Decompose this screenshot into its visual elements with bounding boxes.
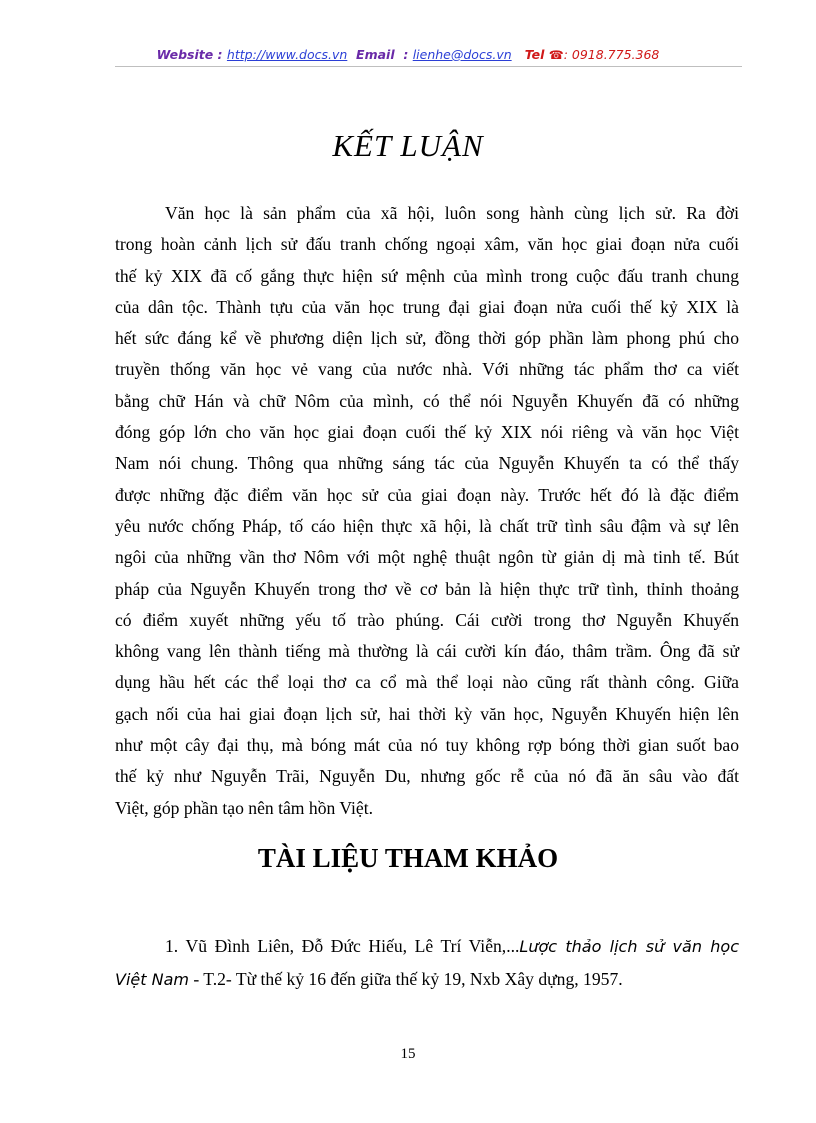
paragraph-line: dụng hầu hết các thể loại thơ ca cổ mà thể loại nào cũng rất thành công. Giữa xyxy=(115,672,739,693)
tel-number: : 0918.775.368 xyxy=(563,47,660,62)
paragraph-line: như một cây đại thụ, mà bóng mát của nó tuy không rợp bóng thời gian suốt bao xyxy=(115,735,739,756)
website-label: Website : xyxy=(156,47,223,62)
paragraph-line: Nam nói chung. Thông qua những sáng tác của Nguyễn Khuyến ta có thể thấy xyxy=(115,453,739,474)
phone-icon: ☎ xyxy=(548,48,564,62)
page-title: KẾT LUẬN xyxy=(332,128,484,163)
references-heading: TÀI LIỆU THAM KHẢO xyxy=(257,843,559,873)
reference-details: - T.2- Từ thế kỷ 16 đến giữa thế kỷ 19, Nxb Xây dựng, 1957. xyxy=(188,969,623,989)
paragraph-line: Văn học là sản phẩm của xã hội, luôn song hành cùng lịch sử. Ra đời xyxy=(165,203,739,223)
paragraph-line: thế kỷ như Nguyễn Trãi, Nguyễn Du, nhưng gốc rễ của nó đã ăn sâu vào đất xyxy=(115,766,739,787)
paragraph-line: của dân tộc. Thành tựu của văn học trung đại giai đoạn nửa cuối thế kỷ XIX là xyxy=(115,296,739,317)
tel-label: Tel xyxy=(524,47,545,62)
header-divider xyxy=(115,66,742,67)
reference-title-cont: Việt Nam xyxy=(115,970,189,989)
website-link[interactable]: http://www.docs.vn xyxy=(226,47,348,62)
reference-item xyxy=(115,930,739,996)
paragraph-line: Việt, góp phần tạo nên tâm hồn Việt. xyxy=(115,797,373,818)
page-number: 15 xyxy=(400,1046,416,1062)
reference-line-1 xyxy=(115,930,739,963)
reference-line-2 xyxy=(115,963,739,996)
paragraph-line: bằng chữ Hán và chữ Nôm của mình, có thể nói Nguyễn Khuyến đã có những xyxy=(115,390,739,411)
paragraph-line: yêu nước chống Pháp, tố cáo hiện thực xã hội, là chất trữ tình sâu đậm và sự lên xyxy=(115,515,739,536)
paragraph-line: trong hoàn cảnh lịch sử đấu tranh chống ngoại xâm, văn học giai đoạn nửa cuối xyxy=(115,234,739,255)
reference-authors: 1. Vũ Đình Liên, Đỗ Đức Hiếu, Lê Trí Viễn,... xyxy=(165,936,520,956)
paragraph-line: thế kỷ XIX đã cố gắng thực hiện sứ mệnh của mình trong cuộc đấu tranh chung xyxy=(115,265,739,286)
paragraph-line: truyền thống văn học vẻ vang của nước nhà. Với những tác phẩm thơ ca viết xyxy=(115,359,739,380)
email-link[interactable]: lienhe@docs.vn xyxy=(412,47,512,62)
paragraph-line: pháp của Nguyễn Khuyến trong thơ về cơ bản là hiện thực trữ tình, thỉnh thoảng xyxy=(115,578,739,599)
email-separator: : xyxy=(403,47,409,62)
email-label: Email xyxy=(356,47,395,62)
page-header xyxy=(0,47,816,62)
paragraph-line: hết sức đáng kể về phương diện lịch sử, đồng thời góp phần làm phong phú cho xyxy=(115,328,739,349)
paragraph-line: gạch nối của hai giai đoạn lịch sử, hai thời kỳ văn học, Nguyễn Khuyến hiện lên xyxy=(115,703,739,724)
paragraph-line: không vang lên thành tiếng mà thường là cái cười kín đáo, thâm trầm. Ông đã sử xyxy=(115,641,739,662)
paragraph-line: đóng góp lớn cho văn học giai đoạn cuối thế kỷ XIX nói riêng và văn học Việt xyxy=(115,422,739,443)
conclusion-paragraph xyxy=(115,198,739,824)
paragraph-line: được những đặc điểm văn học sử của giai đoạn này. Trước hết đó là đặc điểm xyxy=(115,484,739,505)
paragraph-line: có điểm xuyết những yếu tố trào phúng. Cái cười trong thơ Nguyễn Khuyến xyxy=(115,609,739,630)
paragraph-line: ngôi của những vần thơ Nôm với một nghệ thuật ngôn từ giản dị mà tinh tế. Bút xyxy=(115,547,739,568)
reference-title: Lược thảo lịch sử văn học xyxy=(519,937,739,956)
